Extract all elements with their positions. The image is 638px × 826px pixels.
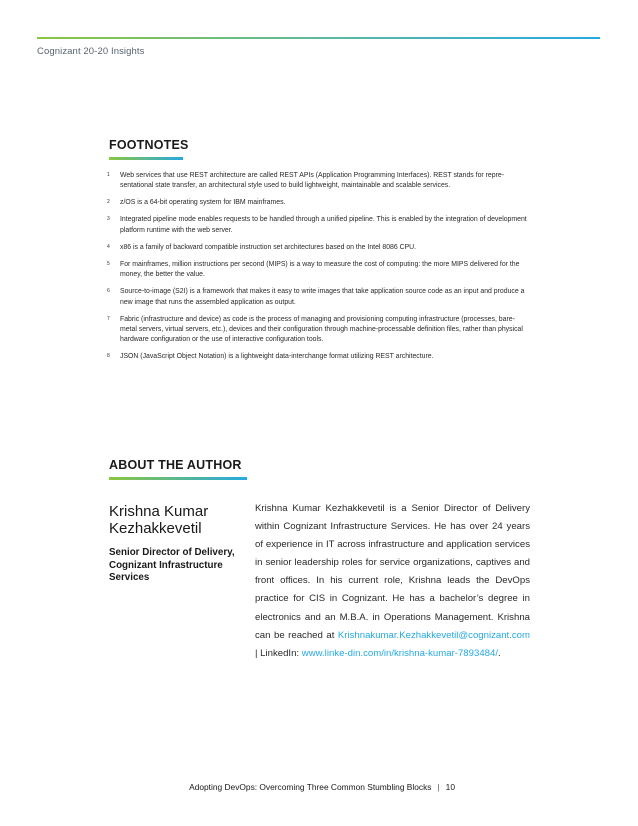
footnote-number: 8	[107, 353, 110, 360]
author-name: Krishna Kumar Kezhakkevetil	[109, 503, 209, 537]
footnote-number: 1	[107, 172, 110, 178]
brand-label: Cognizant 20-20 Insights	[37, 46, 145, 57]
footnote-item	[107, 287, 531, 308]
footnote-number: 2	[107, 199, 110, 206]
author-linkedin-link[interactable]: www.linke-din.com/in/krishna-kumar-7893484/	[301, 647, 498, 659]
page-footer	[189, 782, 455, 792]
footnote-number: 3	[107, 216, 110, 223]
footer-separator: |	[437, 782, 440, 792]
footnote-item	[107, 260, 531, 281]
footnote-item	[107, 315, 531, 346]
footnote-number: 6	[107, 288, 110, 295]
footnote-text: Web services that use REST architecture are called REST APIs (Application Programming Interfaces). REST stands for repre-sentational state transfer, an architectural style used to build lightweight, maintainable and scalable services.	[120, 172, 504, 190]
footnotes-list	[107, 171, 531, 369]
bio-separator: | LinkedIn:	[255, 647, 302, 659]
about-author-title: ABOUT THE AUTHOR	[109, 458, 242, 472]
bio-text: Krishna Kumar Kezhakkevetil is a Senior Director of Delivery within Cognizant Infrastructure Services. He has over 24 years of experience in IT across infrastructure and application services in senior leadership roles for service organizations, captives and front offices. In his current role, Krishna leads the DevOps practice for CIS in Cognizant. He has a bachelor’s degree in electronics and an M.B.A. in Operations Management. Krishna can be reached at	[255, 503, 530, 641]
footnote-item	[107, 198, 531, 208]
footnotes-title-rule	[109, 157, 183, 160]
footnote-item	[107, 243, 531, 253]
footer-title: Adopting DevOps: Overcoming Three Common Stumbling Blocks	[189, 782, 432, 792]
footnote-number: 5	[107, 260, 110, 267]
author-bio	[255, 500, 530, 663]
footnote-number: 4	[107, 243, 110, 250]
author-email-link[interactable]: Krishnakumar.Kezhakkevetil@cognizant.com	[337, 629, 530, 641]
footnote-text: x86 is a family of backward compatible instruction set architectures based on the Intel 8086 CPU.	[120, 243, 417, 251]
footnotes-title: FOOTNOTES	[109, 138, 189, 152]
page-number: 10	[445, 782, 455, 792]
footnote-text: JSON (JavaScript Object Notation) is a lightweight data-interchange format utilizing REST architecture.	[120, 353, 434, 361]
footnote-item	[107, 352, 531, 362]
about-author-title-rule	[109, 477, 247, 480]
footnote-text: Source-to-image (S2I) is a framework that makes it easy to write images that take application source code as an input and produce a new image that runs the assembled application as output.	[120, 288, 525, 306]
header-rule	[37, 37, 600, 39]
footnote-text: For mainframes, million instructions per second (MIPS) is a way to measure the cost of computing: the more MIPS delivered for the money, the better the value.	[120, 260, 520, 279]
footnote-text: Integrated pipeline mode enables requests to be handled through a unified pipeline. This is enabled by the integration of development platform runtime with the web server.	[120, 216, 527, 234]
footnote-text: Fabric (infrastructure and device) as code is the process of managing and provisioning computing infrastructure (processes, bare-metal servers, virtual servers, etc.), devices and their configuration through machine-processable definition files, rather than physical hardware configuration or the use of interactive configuration tools.	[120, 315, 523, 344]
author-role: Senior Director of Delivery, Cognizant Infrastructure Services	[109, 547, 235, 584]
footnote-text: z/OS is a 64-bit operating system for IBM mainframes.	[120, 199, 286, 207]
footnote-item	[107, 171, 531, 192]
footnote-item	[107, 215, 531, 236]
footnote-number: 7	[107, 315, 110, 322]
bio-end: .	[498, 647, 501, 659]
